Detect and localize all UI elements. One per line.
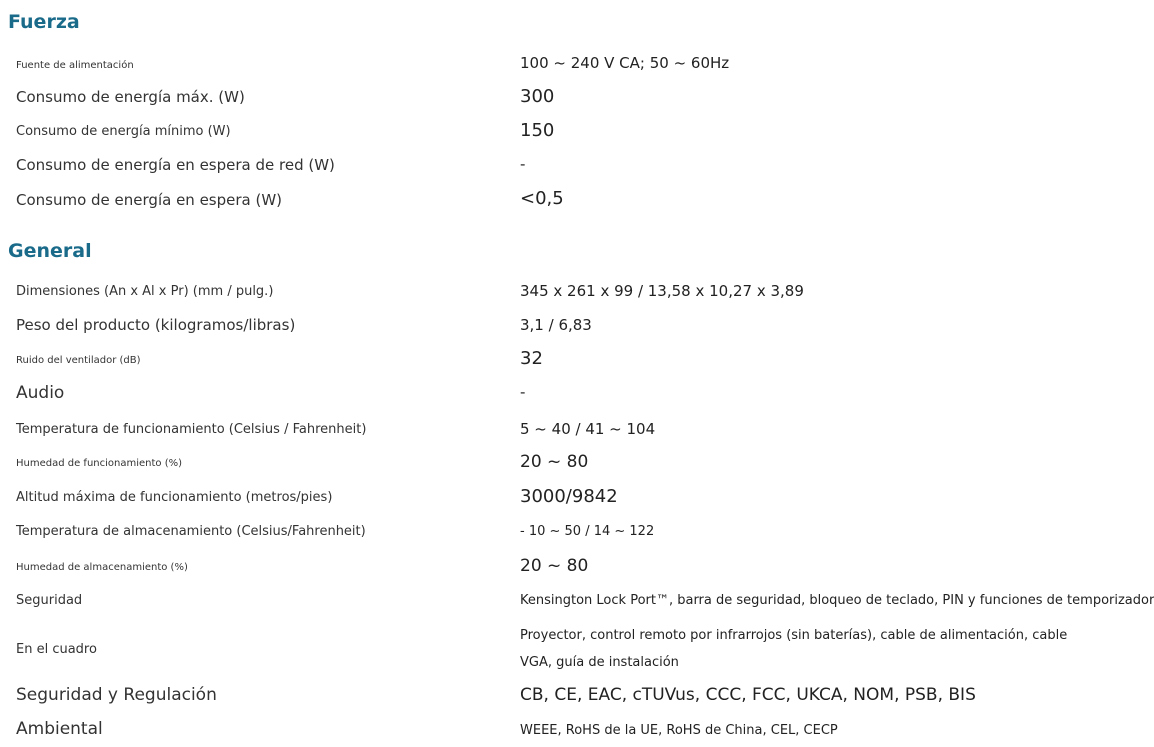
spec-value: 150 [520,120,555,141]
spec-label: Seguridad y Regulación [16,685,217,705]
spec-value: 20 ~ 80 [520,452,589,472]
spec-label: Temperatura de almacenamiento (Celsius/Fahrenheit) [16,524,366,539]
spec-value: WEEE, RoHS de la UE, RoHS de China, CEL, CECP [520,723,838,738]
spec-value: CB, CE, EAC, cTUVus, CCC, FCC, UKCA, NOM, PSB, BIS [520,685,976,705]
spec-label: Seguridad [16,593,83,608]
spec-value: 100 ~ 240 V CA; 50 ~ 60Hz [520,54,730,72]
spec-label: Temperatura de funcionamiento (Celsius / Fahrenheit) [16,422,367,437]
spec-label: Dimensiones (An x Al x Pr) (mm / pulg.) [16,284,274,299]
spec-value: 20 ~ 80 [520,556,589,576]
section-title-fuerza: Fuerza [8,11,80,33]
spec-label: Altitud máxima de funcionamiento (metros/pies) [16,490,333,505]
spec-value: Proyector, control remoto por infrarrojos (sin baterías), cable de alimentación, cable VGA, guía de instalación [520,628,1068,670]
spec-label: Peso del producto (kilogramos/libras) [16,316,296,334]
spec-label: Consumo de energía en espera (W) [16,191,283,209]
spec-value: - [520,383,526,401]
spec-value: 5 ~ 40 / 41 ~ 104 [520,420,656,438]
spec-label: Ruido del ventilador (dB) [16,355,141,366]
spec-value: 32 [520,348,543,369]
spec-label: Audio [16,383,65,403]
spec-value: Kensington Lock Port™, barra de seguridad, bloqueo de teclado, PIN y funciones de temporizador [520,593,1154,608]
spec-label: Humedad de funcionamiento (%) [16,458,183,469]
spec-value: 3000/9842 [520,486,618,507]
spec-label: Humedad de almacenamiento (%) [16,562,188,573]
spec-label: Consumo de energía mínimo (W) [16,124,231,139]
spec-label: Consumo de energía en espera de red (W) [16,156,335,174]
spec-value: 345 x 261 x 99 / 13,58 x 10,27 x 3,89 [520,282,804,300]
spec-value: - 10 ~ 50 / 14 ~ 122 [520,524,655,539]
spec-value: - [520,155,526,173]
spec-value: 3,1 / 6,83 [520,316,592,334]
spec-label: Ambiental [16,719,103,739]
spec-label: En el cuadro [16,642,97,657]
spec-label: Consumo de energía máx. (W) [16,88,245,106]
spec-value: 300 [520,86,555,107]
spec-label: Fuente de alimentación [16,60,134,71]
section-title-general: General [8,240,92,262]
spec-value: <0,5 [520,188,564,209]
